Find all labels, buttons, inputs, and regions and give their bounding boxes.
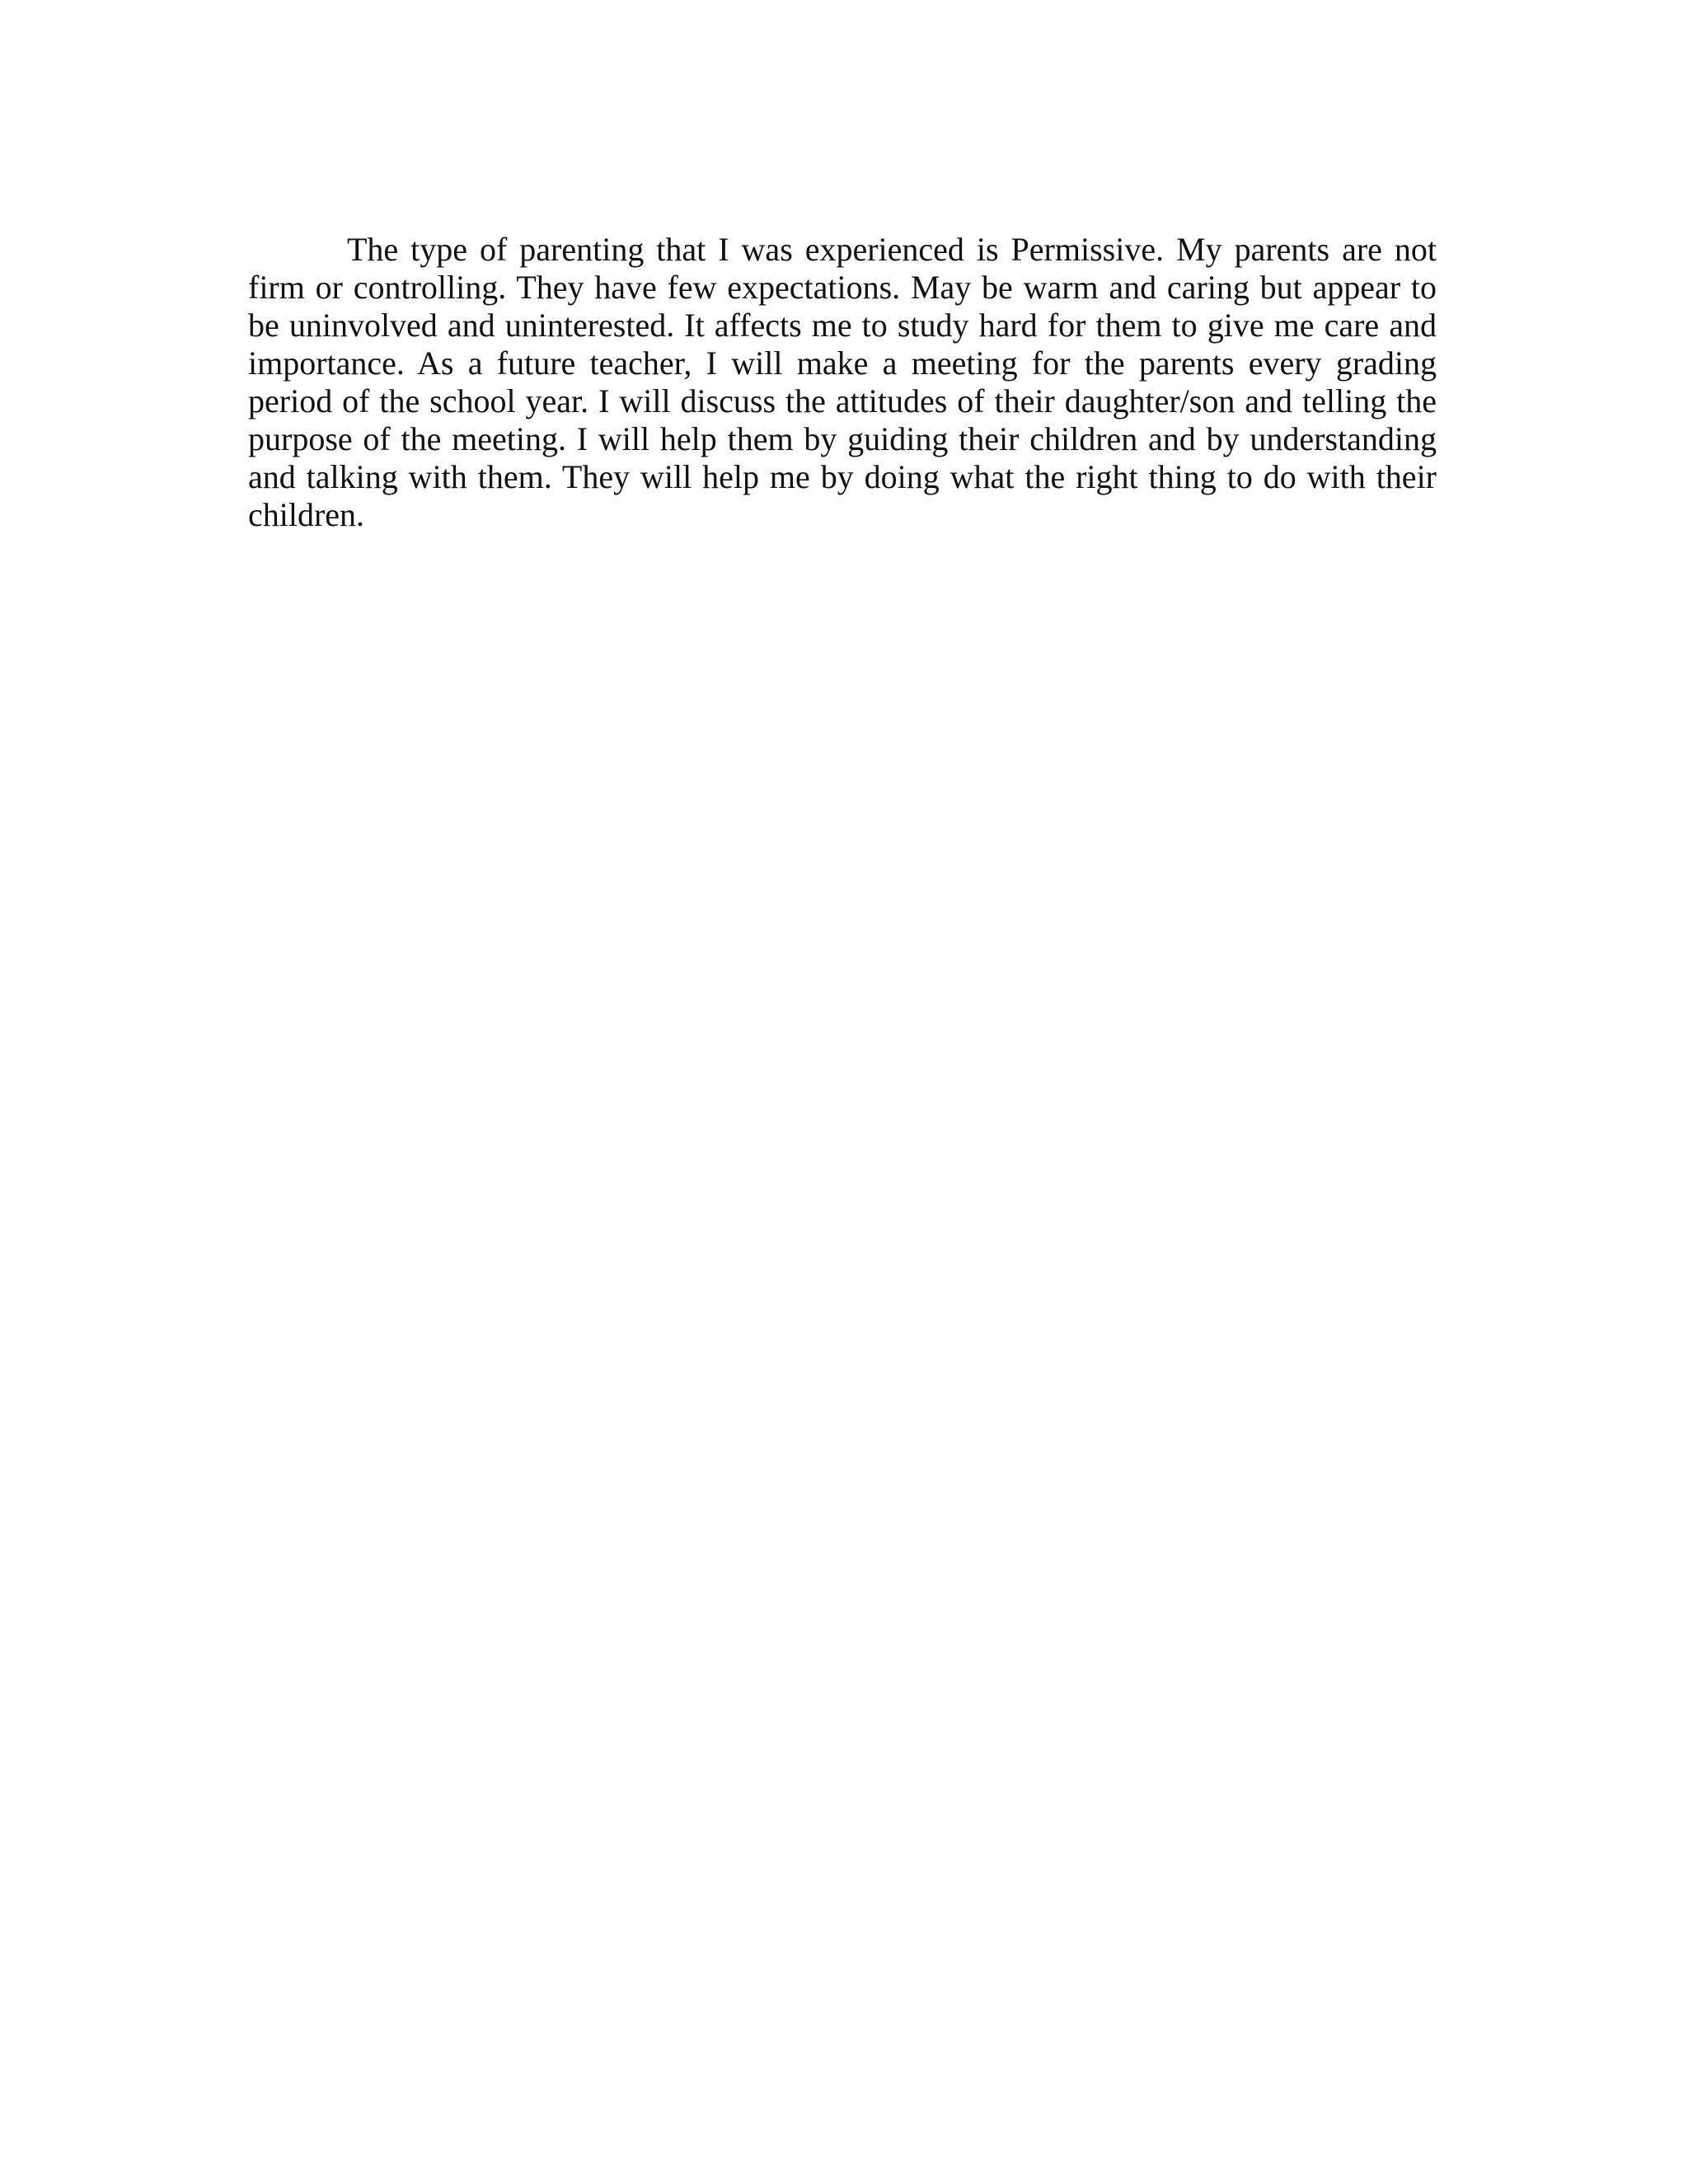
body-paragraph: The type of parenting that I was experienced is Permissive. My parents are not firm or controlling. They have few expectations. May be warm and caring but appear to be uninvolved and uninterested. It affects me to study hard for them to give me care and importance. As a future teacher, I will make a meeting for the parents every grading period of the school year. I will discuss the attitudes of their daughter/son and telling the purpose of the meeting. I will help them by guiding their children and by understanding and talking with them. They will help me by doing what the right thing to do with their children. [248, 231, 1437, 533]
